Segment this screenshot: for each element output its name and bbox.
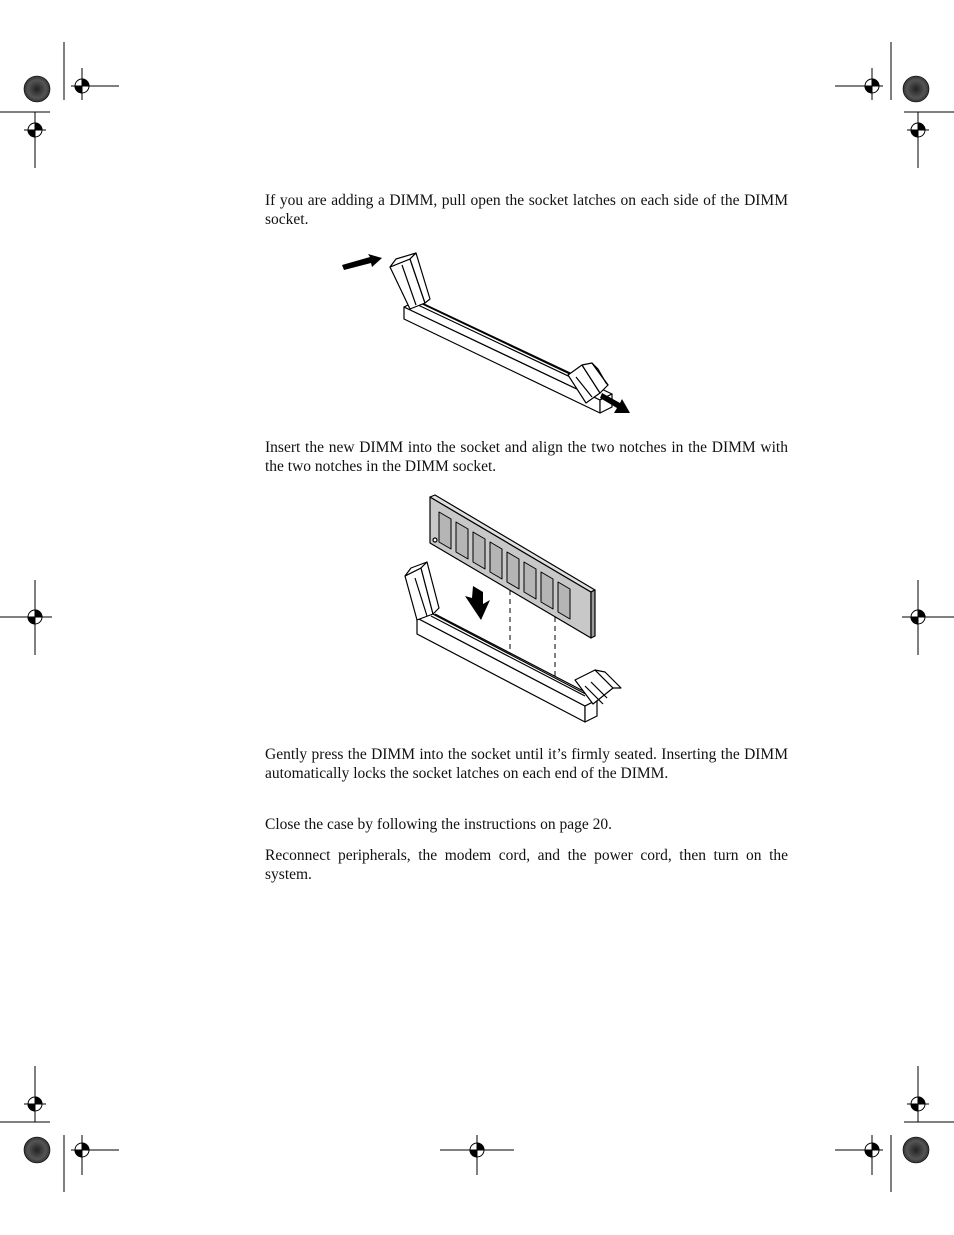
figure-open-latches: [330, 245, 640, 420]
step-close-case: Close the case by following the instructions on page 20.: [265, 816, 612, 833]
step-reconnect: Reconnect peripherals, the modem cord, and the power cord, then turn on the system.: [265, 847, 788, 883]
step-insert-dimm: Insert the new DIMM into the socket and align the two notches in the DIMM with the two notches in the DIMM socket.: [265, 439, 788, 475]
arrow-left-icon: [342, 254, 382, 270]
figure-insert-dimm: [395, 492, 627, 728]
arrow-down-icon: [465, 586, 490, 620]
step-open-latches: If you are adding a DIMM, pull open the socket latches on each side of the DIMM socket.: [265, 192, 788, 228]
step-press-dimm: Gently press the DIMM into the socket until it’s firmly seated. Inserting the DIMM automatically locks the socket latches on each end of the DIMM.: [265, 746, 788, 782]
